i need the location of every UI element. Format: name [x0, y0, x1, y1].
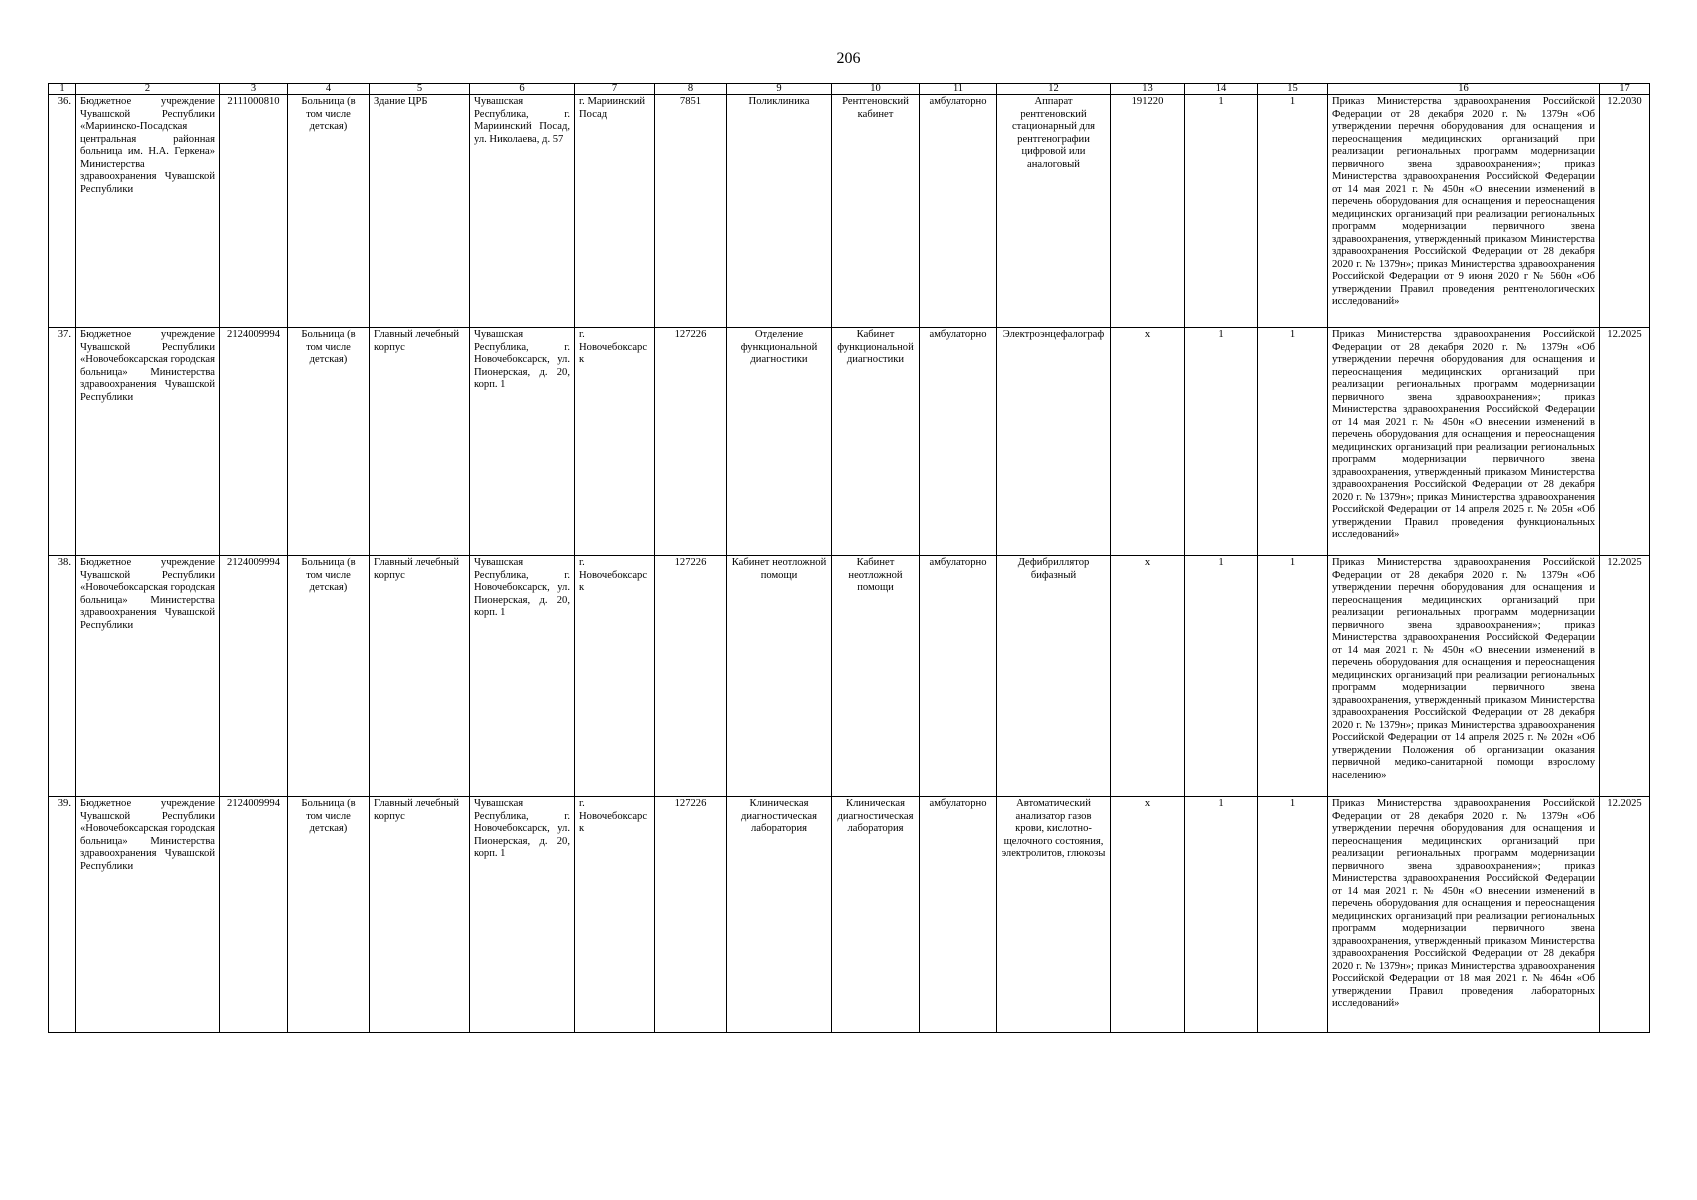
inn-cell: 2124009994 [220, 797, 288, 1033]
quantity-cell: 1 [1185, 556, 1258, 797]
quantity-cell: 1 [1258, 556, 1328, 797]
column-number: 16 [1328, 84, 1600, 95]
table-row [49, 797, 1650, 1033]
institution-cell: Бюджетное учреждение Чувашской Республики «Мариинско-Посадская центральная районная больница им. Н.А. Геркена» Министерства здравоохранения Чувашской Республики [76, 95, 220, 328]
equipment-cell: Дефибриллятор бифазный [997, 556, 1111, 797]
date-cell: 12.2030 [1600, 95, 1650, 328]
org-type-cell: Больница (в том числе детская) [288, 797, 370, 1033]
code-cell: 127226 [655, 328, 727, 556]
row-number: 38. [49, 556, 76, 797]
address-cell: Чувашская Республика, г. Новочебоксарск, ул. Пионерская, д. 20, корп. 1 [470, 328, 575, 556]
org-type-cell: Больница (в том числе детская) [288, 556, 370, 797]
quantity-cell: 1 [1258, 328, 1328, 556]
building-cell: Здание ЦРБ [370, 95, 470, 328]
quantity-cell: 1 [1258, 95, 1328, 328]
equipment-code-cell: x [1111, 797, 1185, 1033]
column-number: 15 [1258, 84, 1328, 95]
table-body [49, 84, 1650, 1033]
equipment-code-cell: 191220 [1111, 95, 1185, 328]
equipment-cell: Автоматический анализатор газов крови, кислотно-щелочного состояния, электролитов, глюкозы [997, 797, 1111, 1033]
date-cell: 12.2025 [1600, 556, 1650, 797]
inn-cell: 2111000810 [220, 95, 288, 328]
column-number: 13 [1111, 84, 1185, 95]
date-cell: 12.2025 [1600, 328, 1650, 556]
department-cell: Поликлиника [727, 95, 832, 328]
locality-cell: г. Новочебоксарск [575, 556, 655, 797]
table-row [49, 328, 1650, 556]
org-type-cell: Больница (в том числе детская) [288, 95, 370, 328]
institution-cell: Бюджетное учреждение Чувашской Республики «Новочебоксарская городская больница» Министерства здравоохранения Чувашской Республики [76, 556, 220, 797]
org-type-cell: Больница (в том числе детская) [288, 328, 370, 556]
address-cell: Чувашская Республика, г. Мариинский Посад, ул. Николаева, д. 57 [470, 95, 575, 328]
department-cell: Кабинет неотложной помощи [727, 556, 832, 797]
care-form-cell: амбулаторно [920, 556, 997, 797]
inn-cell: 2124009994 [220, 556, 288, 797]
locality-cell: г. Новочебоксарск [575, 797, 655, 1033]
row-number: 37. [49, 328, 76, 556]
column-number: 7 [575, 84, 655, 95]
table-row [49, 95, 1650, 328]
column-number: 10 [832, 84, 920, 95]
column-number: 4 [288, 84, 370, 95]
column-number: 14 [1185, 84, 1258, 95]
column-number: 11 [920, 84, 997, 95]
care-form-cell: амбулаторно [920, 328, 997, 556]
locality-cell: г. Новочебоксарск [575, 328, 655, 556]
equipment-code-cell: x [1111, 328, 1185, 556]
equipment-cell: Электроэнцефалограф [997, 328, 1111, 556]
legal-basis-cell: Приказ Министерства здравоохранения Российской Федерации от 28 декабря 2020 г. № 1379н «Об утверждении перечня оборудования для оснащения и переоснащения медицинских организаций при реализации региональных программ модернизации первичного звена здравоохранения»; приказ Министерства здравоохранения Российской Федерации от 14 мая 2021 г. № 450н «О внесении изменений в перечень оборудования для оснащения и переоснащения медицинских организаций при реализации региональных программ модернизации первичного звена здравоохранения, утвержденный приказом Министерства здравоохранения Российской Федерации от 28 декабря 2020 г. № 1379н»; приказ Министерства здравоохранения Российской Федерации от 14 апреля 2025 г. № 202н «Об утверждении Положения об организации оказания первичной медико-санитарной помощи взрослому населению» [1328, 556, 1600, 797]
equipment-cell: Аппарат рентгеновский стационарный для рентгенографии цифровой или аналоговый [997, 95, 1111, 328]
date-cell: 12.2025 [1600, 797, 1650, 1033]
building-cell: Главный лечебный корпус [370, 556, 470, 797]
equipment-code-cell: x [1111, 556, 1185, 797]
column-number: 9 [727, 84, 832, 95]
row-number: 36. [49, 95, 76, 328]
legal-basis-cell: Приказ Министерства здравоохранения Российской Федерации от 28 декабря 2020 г. № 1379н «Об утверждении перечня оборудования для оснащения и переоснащения медицинских организаций при реализации региональных программ модернизации первичного звена здравоохранения»; приказ Министерства здравоохранения Российской Федерации от 14 мая 2021 г. № 450н «О внесении изменений в перечень оборудования для оснащения и переоснащения медицинских организаций при реализации региональных программ модернизации первичного звена здравоохранения, утвержденный приказом Министерства здравоохранения Российской Федерации от 28 декабря 2020 г. № 1379н»; приказ Министерства здравоохранения Российской Федерации от 18 мая 2021 г. № 464н «Об утверждении Правил проведения лабораторных исследований» [1328, 797, 1600, 1033]
department-cell: Отделение функциональной диагностики [727, 328, 832, 556]
legal-basis-cell: Приказ Министерства здравоохранения Российской Федерации от 28 декабря 2020 г. № 1379н «Об утверждении перечня оборудования для оснащения и переоснащения медицинских организаций при реализации региональных программ модернизации первичного звена здравоохранения»; приказ Министерства здравоохранения Российской Федерации от 14 мая 2021 г. № 450н «О внесении изменений в перечень оборудования для оснащения и переоснащения медицинских организаций при реализации региональных программ модернизации первичного звена здравоохранения, утвержденный приказом Министерства здравоохранения Российской Федерации от 28 декабря 2020 г. № 1379н»; приказ Министерства здравоохранения Российской Федерации от 9 июня 2020 г № 560н «Об утверждении Правил проведения рентгенологических исследований» [1328, 95, 1600, 328]
column-number-row [49, 84, 1650, 95]
column-number: 8 [655, 84, 727, 95]
quantity-cell: 1 [1185, 328, 1258, 556]
column-number: 12 [997, 84, 1111, 95]
care-form-cell: амбулаторно [920, 95, 997, 328]
equipment-register-table [48, 83, 1650, 1033]
table-row [49, 556, 1650, 797]
address-cell: Чувашская Республика, г. Новочебоксарск, ул. Пионерская, д. 20, корп. 1 [470, 797, 575, 1033]
institution-cell: Бюджетное учреждение Чувашской Республики «Новочебоксарская городская больница» Министерства здравоохранения Чувашской Республики [76, 328, 220, 556]
locality-cell: г. Мариинский Посад [575, 95, 655, 328]
page-number: 206 [836, 50, 861, 67]
row-number: 39. [49, 797, 76, 1033]
legal-basis-cell: Приказ Министерства здравоохранения Российской Федерации от 28 декабря 2020 г. № 1379н «Об утверждении перечня оборудования для оснащения и переоснащения медицинских организаций при реализации региональных программ модернизации первичного звена здравоохранения»; приказ Министерства здравоохранения Российской Федерации от 14 мая 2021 г. № 450н «О внесении изменений в перечень оборудования для оснащения и переоснащения медицинских организаций при реализации региональных программ модернизации первичного звена здравоохранения, утвержденный приказом Министерства здравоохранения Российской Федерации от 28 декабря 2020 г. № 1379н»; приказ Министерства здравоохранения Российской Федерации от 14 апреля 2025 г. № 205н «Об утверждении Правил проведения функциональных исследований» [1328, 328, 1600, 556]
care-form-cell: амбулаторно [920, 797, 997, 1033]
department-cell: Клиническая диагностическая лаборатория [727, 797, 832, 1033]
institution-cell: Бюджетное учреждение Чувашской Республики «Новочебоксарская городская больница» Министерства здравоохранения Чувашской Республики [76, 797, 220, 1033]
column-number: 2 [76, 84, 220, 95]
building-cell: Главный лечебный корпус [370, 328, 470, 556]
quantity-cell: 1 [1185, 95, 1258, 328]
building-cell: Главный лечебный корпус [370, 797, 470, 1033]
quantity-cell: 1 [1185, 797, 1258, 1033]
code-cell: 7851 [655, 95, 727, 328]
column-number: 3 [220, 84, 288, 95]
quantity-cell: 1 [1258, 797, 1328, 1033]
column-number: 5 [370, 84, 470, 95]
inn-cell: 2124009994 [220, 328, 288, 556]
code-cell: 127226 [655, 797, 727, 1033]
room-cell: Рентгеновский кабинет [832, 95, 920, 328]
column-number: 17 [1600, 84, 1650, 95]
room-cell: Кабинет функциональной диагностики [832, 328, 920, 556]
code-cell: 127226 [655, 556, 727, 797]
address-cell: Чувашская Республика, г. Новочебоксарск, ул. Пионерская, д. 20, корп. 1 [470, 556, 575, 797]
column-number: 6 [470, 84, 575, 95]
room-cell: Клиническая диагностическая лаборатория [832, 797, 920, 1033]
room-cell: Кабинет неотложной помощи [832, 556, 920, 797]
column-number: 1 [49, 84, 76, 95]
